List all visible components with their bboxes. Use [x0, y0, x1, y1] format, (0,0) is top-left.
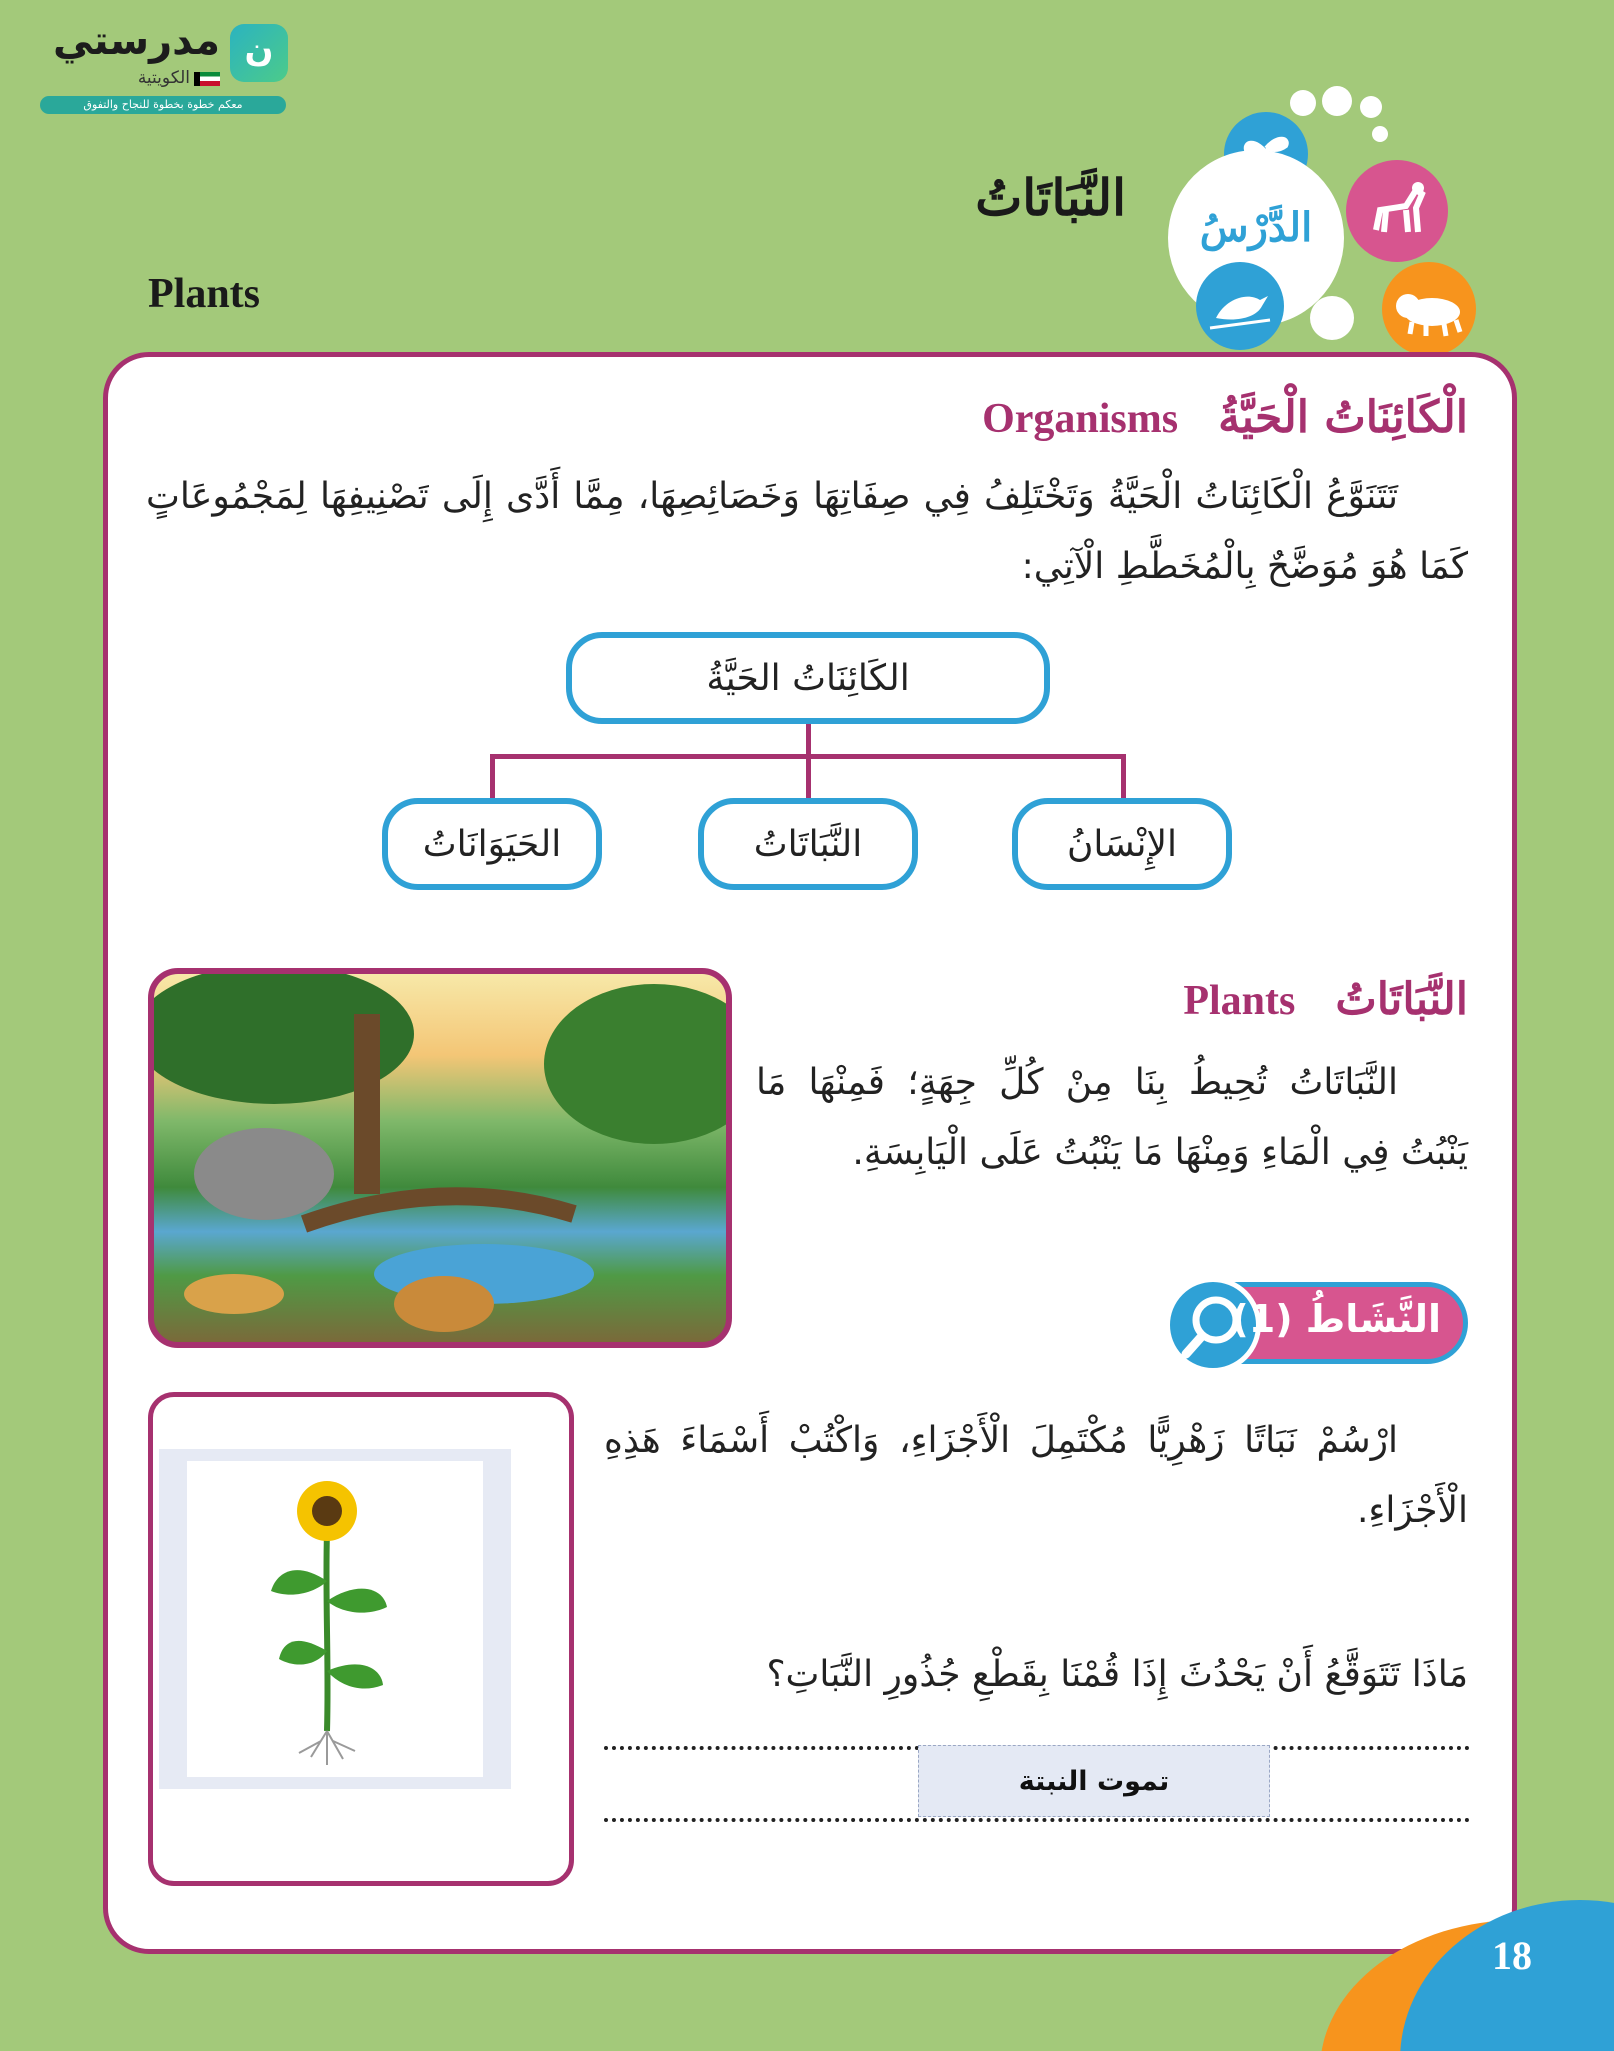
decor-dot-icon: [1360, 96, 1382, 118]
lesson-badge-label: الدَّرْسُ: [1199, 204, 1313, 251]
logo-glyph: ن: [244, 30, 274, 70]
animal-lion-icon: [1382, 262, 1476, 356]
diagram-connector: [490, 754, 495, 800]
logo-icon: [230, 24, 288, 82]
activity-banner: [1168, 1282, 1468, 1364]
decor-dot-icon: [1372, 126, 1388, 142]
logo-title: مدرستي: [52, 18, 220, 64]
plants-paragraph: النَّبَاتَاتُ تُحِيطُ بِنَا مِنْ كُلِّ جِهَةٍ؛ فَمِنْهَا مَا يَنْبُتُ فِي الْمَاءِ وَمِنْهَا مَا يَنْبُتُ عَلَى الْيَابِسَةِ.: [756, 1062, 1468, 1173]
diagram-node-human: الإِنْسَانُ: [1012, 798, 1232, 890]
decor-dot-icon: [1322, 86, 1352, 116]
diagram-root-node: الكَائِنَاتُ الحَيَّةُ: [566, 632, 1050, 724]
drawing-image-canvas: [187, 1461, 483, 1777]
diagram-node-animals: الحَيَوَانَاتُ: [382, 798, 602, 890]
plants-heading: [1183, 974, 1468, 1025]
drawing-image-frame: [159, 1449, 511, 1789]
logo-subtitle: الكويتية: [137, 68, 190, 88]
publisher-logo: [38, 18, 288, 118]
answer-field[interactable]: تموت النبتة: [918, 1745, 1270, 1817]
activity-question: مَاذَا تَتَوَقَّعُ أَنْ يَحْدُثَ إِذَا قُمْنَا بِقَطْعِ جُذُورِ النَّبَاتِ؟: [766, 1654, 1468, 1695]
logo-tagline: معكم خطوة بخطوة للنجاح والتفوق: [40, 96, 286, 114]
sunflower-icon: [187, 1461, 483, 1777]
answer-line: [604, 1818, 1470, 1822]
organisms-heading-en: Organisms: [982, 396, 1179, 442]
organisms-heading-ar: الْكَائِنَاتُ الْحَيَّةُ: [1218, 392, 1468, 443]
activity-instruction: ارْسُمْ نَبَاتًا زَهْرِيًّا مُكْتَمِلَ الْأَجْزَاءِ، وَاكْتُبْ أَسْمَاءَ هَذِهِ الْأَجْزَاءِ.: [604, 1420, 1468, 1531]
flower-icon: [1310, 296, 1354, 340]
drawing-box[interactable]: [148, 1392, 574, 1886]
plants-heading-ar: النَّبَاتَاتُ: [1335, 974, 1468, 1025]
page-number: 18: [1492, 1933, 1532, 1978]
animal-deer-icon: [1346, 160, 1448, 262]
jungle-illustration: [148, 968, 732, 1348]
diagram-connector: [806, 754, 811, 800]
lesson-title-en: Plants: [148, 271, 261, 317]
diagram-connector: [806, 724, 811, 756]
lesson-title-ar: النَّبَاتَاتُ: [975, 168, 1126, 227]
organisms-heading: [982, 392, 1468, 443]
bird-icon: [1196, 262, 1284, 350]
diagram-node-plants: النَّبَاتَاتُ: [698, 798, 918, 890]
activity-label: النَّشَاطُ (1): [1231, 1297, 1441, 1341]
plants-heading-en: Plants: [1183, 978, 1296, 1024]
organisms-paragraph: تَتَنَوَّعُ الْكَائِنَاتُ الْحَيَّةُ وَتَخْتَلِفُ فِي صِفَاتِهَا وَخَصَائِصِهَا، مِمَّا أَدَّى إِلَى تَصْنِيفِهَا لِمَجْمُوعَاتٍ كَمَا هُوَ مُوَضَّحٌ بِالْمُخَطَّطِ الْآتِي:: [146, 476, 1468, 587]
kuwait-flag-icon: [194, 72, 220, 86]
diagram-connector: [1121, 754, 1126, 800]
